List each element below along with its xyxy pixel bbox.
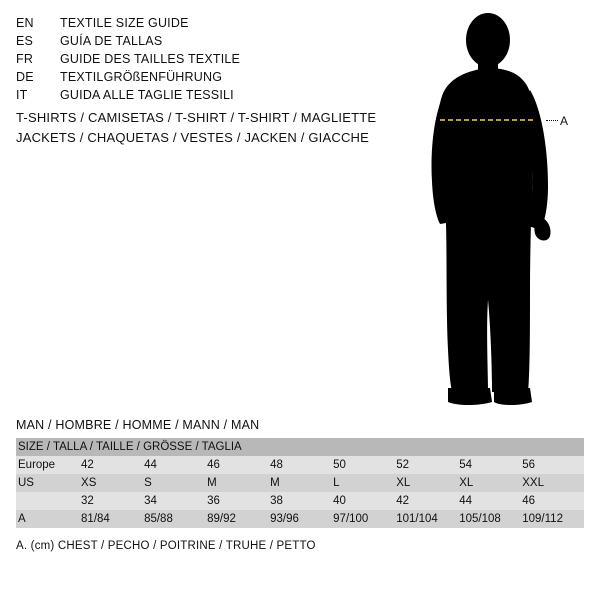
- cell: M: [207, 477, 217, 489]
- size-table: [16, 438, 584, 528]
- cell: XL: [396, 477, 411, 489]
- table-footnote: A. (cm) CHEST / PECHO / POITRINE / TRUHE / PETTO: [16, 540, 316, 552]
- language-title: TEXTILE SIZE GUIDE: [60, 16, 189, 30]
- cell: 46: [522, 495, 536, 507]
- cell: 81/84: [81, 513, 110, 525]
- cell: 44: [144, 459, 157, 471]
- language-row: [16, 70, 386, 88]
- cell: 42: [396, 495, 409, 507]
- cell: 40: [333, 495, 346, 507]
- cell: 50: [333, 459, 346, 471]
- language-title-list: [16, 16, 386, 106]
- cell: 101/104: [396, 513, 438, 525]
- table-row: [16, 510, 584, 528]
- cell: 42: [81, 459, 94, 471]
- language-code: ES: [16, 34, 34, 48]
- category-tshirts: T-SHIRTS / CAMISETAS / T-SHIRT / T-SHIRT / MAGLIETTE: [16, 110, 377, 125]
- table-row: [16, 456, 584, 474]
- language-title: GUÍA DE TALLAS: [60, 34, 163, 48]
- table-row: [16, 474, 584, 492]
- language-row: [16, 88, 386, 106]
- cell: 32: [81, 495, 94, 507]
- cell: XL: [459, 477, 474, 489]
- cell: 56: [522, 459, 536, 471]
- cell: XXL: [522, 477, 544, 489]
- language-title: GUIDA ALLE TAGLIE TESSILI: [60, 88, 234, 102]
- table-row: [16, 492, 584, 510]
- table-title: MAN / HOMBRE / HOMME / MANN / MAN: [16, 418, 260, 432]
- language-code: FR: [16, 52, 34, 66]
- size-table-section: [16, 418, 584, 552]
- language-row: [16, 16, 386, 34]
- table-header-label: SIZE / TALLA / TAILLE / GRÖSSE / TAGLIA: [18, 441, 242, 453]
- measure-leader-line: [546, 120, 558, 121]
- male-silhouette-figure: [400, 10, 600, 410]
- cell: 46: [207, 459, 220, 471]
- cell: 97/100: [333, 513, 369, 525]
- cell: 85/88: [144, 513, 173, 525]
- cell: 89/92: [207, 513, 236, 525]
- row-label: Europe: [18, 459, 56, 471]
- row-label: US: [18, 477, 34, 489]
- cell: 44: [459, 495, 473, 507]
- row-label: A: [18, 513, 26, 525]
- language-code: DE: [16, 70, 34, 84]
- cell: L: [333, 477, 340, 489]
- language-row: [16, 52, 386, 70]
- cell: 48: [270, 459, 283, 471]
- category-jackets: JACKETS / CHAQUETAS / VESTES / JACKEN / GIACCHE: [16, 130, 370, 145]
- garment-category-list: [16, 110, 416, 150]
- cell: 34: [144, 495, 157, 507]
- measure-label-a: A: [560, 114, 569, 128]
- row-label: [16, 492, 79, 510]
- table-header-row: [16, 438, 584, 456]
- language-title: TEXTILGRÖßENFÜHRUNG: [60, 70, 223, 84]
- cell: 54: [459, 459, 473, 471]
- cell: XS: [81, 477, 97, 489]
- cell: 52: [396, 459, 409, 471]
- cell: M: [270, 477, 280, 489]
- cell: 36: [207, 495, 220, 507]
- cell: 93/96: [270, 513, 299, 525]
- cell: 38: [270, 495, 283, 507]
- language-code: IT: [16, 88, 28, 102]
- language-title: GUIDE DES TAILLES TEXTILE: [60, 52, 241, 66]
- silhouette-icon: [400, 10, 600, 410]
- cell: S: [144, 477, 152, 489]
- cell: 109/112: [522, 513, 563, 525]
- language-code: EN: [16, 16, 34, 30]
- language-row: [16, 34, 386, 52]
- cell: 105/108: [459, 513, 501, 525]
